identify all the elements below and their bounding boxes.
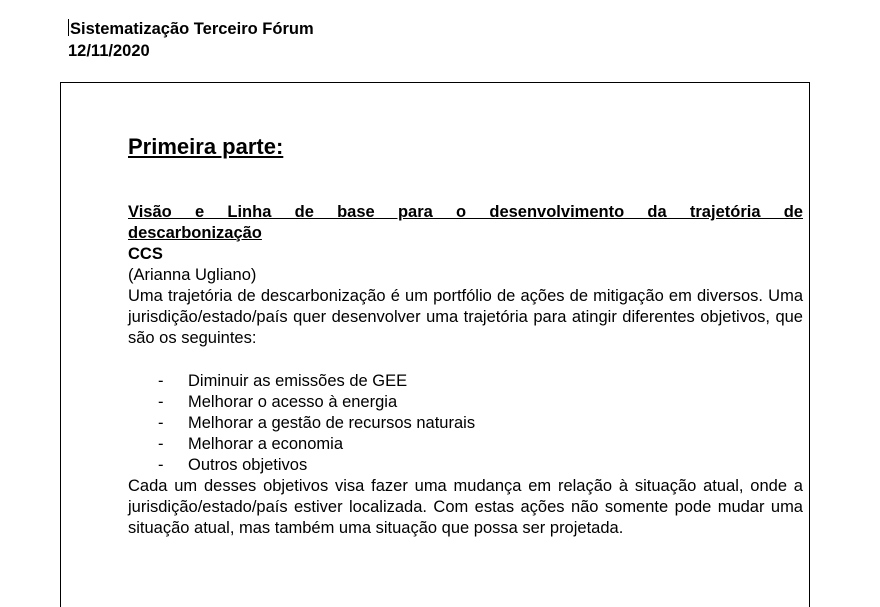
list-item-text: Melhorar o acesso à energia	[188, 393, 398, 411]
header-date: 12/11/2020	[68, 42, 150, 60]
list-item	[128, 434, 803, 455]
list-item	[128, 413, 803, 434]
list-dash: -	[158, 456, 164, 474]
section-title	[128, 202, 803, 244]
section-subtitle: CCS	[128, 245, 163, 263]
list-dash: -	[158, 393, 164, 411]
list-item-text: Melhorar a economia	[188, 435, 343, 453]
list-item-text: Diminuir as emissões de GEE	[188, 372, 408, 390]
intro-paragraph: Uma trajetória de descarbonização é um portfólio de ações de mitigação em diversos. Uma jurisdição/estado/país quer desenvolver uma trajetória para atingir diferentes objetivos, que são os seguintes:	[128, 287, 803, 347]
document-body	[128, 132, 803, 539]
list-item-text: Outros objetivos	[188, 456, 308, 474]
document-header	[68, 18, 314, 62]
header-title-line	[68, 18, 314, 40]
objectives-list	[128, 371, 803, 476]
section-title-line2: descarbonização	[128, 224, 262, 242]
list-dash: -	[158, 372, 164, 390]
list-dash: -	[158, 414, 164, 432]
list-item	[128, 371, 803, 392]
text-cursor	[68, 19, 69, 36]
part-title: Primeira parte:	[128, 134, 284, 159]
author-name: (Arianna Ugliano)	[128, 266, 257, 284]
list-item	[128, 455, 803, 476]
header-title: Sistematização Terceiro Fórum	[70, 20, 314, 38]
section-title-line1: Visão e Linha de base para o desenvolvimento da trajetória de	[128, 203, 803, 221]
list-item-text: Melhorar a gestão de recursos naturais	[188, 414, 476, 432]
list-item	[128, 392, 803, 413]
closing-paragraph: Cada um desses objetivos visa fazer uma mudança em relação à situação atual, onde a jurisdição/estado/país estiver localizada. Com estas ações não somente pode mudar uma situação atual, mas também uma situação que possa ser projetada.	[128, 477, 803, 537]
list-dash: -	[158, 435, 164, 453]
